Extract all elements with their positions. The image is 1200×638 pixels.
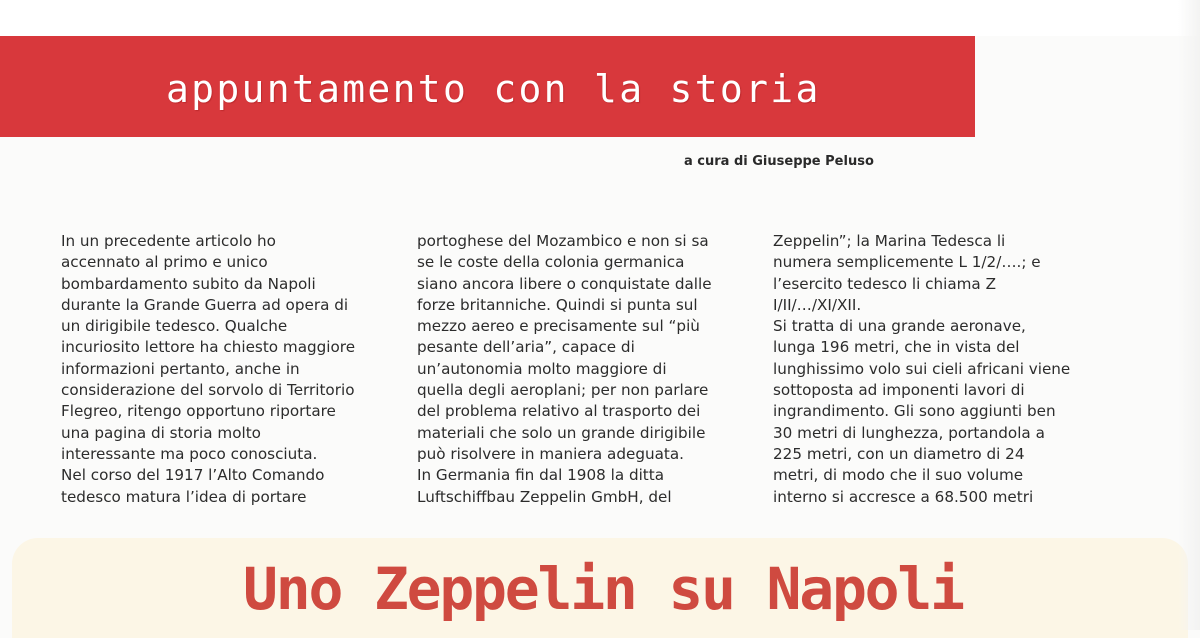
text-line: In un precedente articolo ho	[61, 232, 276, 250]
text-line: può risolvere in maniera adeguata.	[417, 444, 684, 463]
article-column-1	[61, 231, 355, 508]
text-line: considerazione del sorvolo di Territorio	[61, 381, 355, 400]
text-line: forze britanniche. Quindi si punta sul	[417, 295, 698, 314]
article-headline: Uno Zeppelin su Napoli	[243, 555, 963, 623]
text-line: l’esercito tedesco li chiama Z	[773, 274, 996, 293]
text-line: lunghissimo volo sui cieli africani viene	[773, 359, 1071, 378]
text-line: una pagina di storia molto	[61, 423, 261, 442]
text-line: lunga 196 metri, che in vista del	[773, 338, 1020, 357]
text-line: interno si accresce a 68.500 metri	[773, 487, 1034, 506]
text-line: del problema relativo al trasporto dei	[417, 402, 701, 421]
text-line: I/II/…/XI/XII.	[773, 295, 862, 314]
text-line: 30 metri di lunghezza, portandola a	[773, 423, 1045, 442]
article-column-3	[773, 231, 1070, 508]
text-line: quella degli aeroplani; per non parlare	[417, 381, 709, 400]
text-line: se le coste della colonia germanica	[417, 253, 685, 272]
text-line: siano ancora libere o conquistate dalle	[417, 274, 712, 293]
text-line: bombardamento subito da Napoli	[61, 274, 316, 293]
text-line: metri, di modo che il suo volume	[773, 466, 1024, 485]
text-line: durante la Grande Guerra ad opera di	[61, 295, 349, 314]
text-line: Nel corso del 1917 l’Alto Comando	[61, 466, 325, 485]
text-line: ingrandimento. Gli sono aggiunti ben	[773, 402, 1056, 421]
text-line: Flegreo, ritengo opportuno riportare	[61, 402, 336, 421]
author-byline: a cura di Giuseppe Peluso	[684, 154, 874, 169]
page-top-margin	[0, 0, 1200, 36]
text-line: materiali che solo un grande dirigibile	[417, 423, 706, 442]
text-line: Zeppelin”; la Marina Tedesca li	[773, 232, 1006, 250]
text-line: accennato al primo e unico	[61, 253, 268, 272]
text-line: un dirigibile tedesco. Qualche	[61, 317, 288, 336]
text-line: sottoposta ad imponenti lavori di	[773, 381, 1025, 400]
text-line: un’autonomia molto maggiore di	[417, 359, 667, 378]
text-line: numera semplicemente L 1/2/….; e	[773, 253, 1041, 272]
text-line: mezzo aereo e precisamente sul “più	[417, 317, 700, 336]
text-line: 225 metri, con un diametro di 24	[773, 444, 1025, 463]
article-column-2	[417, 231, 712, 508]
text-line: informazioni pertanto, anche in	[61, 359, 300, 378]
text-line: portoghese del Mozambico e non si sa	[417, 232, 709, 250]
text-line: tedesco matura l’idea di portare	[61, 487, 307, 506]
section-title: appuntamento con la storia	[166, 67, 821, 111]
page-edge-shadow	[1178, 0, 1200, 630]
text-line: pesante dell’aria”, capace di	[417, 338, 635, 357]
text-line: incuriosito lettore ha chiesto maggiore	[61, 338, 356, 357]
text-line: Luftschiffbau Zeppelin GmbH, del	[417, 487, 672, 506]
text-line: interessante ma poco conosciuta.	[61, 444, 318, 463]
text-line: Si tratta di una grande aeronave,	[773, 317, 1026, 336]
text-line: In Germania fin dal 1908 la ditta	[417, 466, 665, 485]
